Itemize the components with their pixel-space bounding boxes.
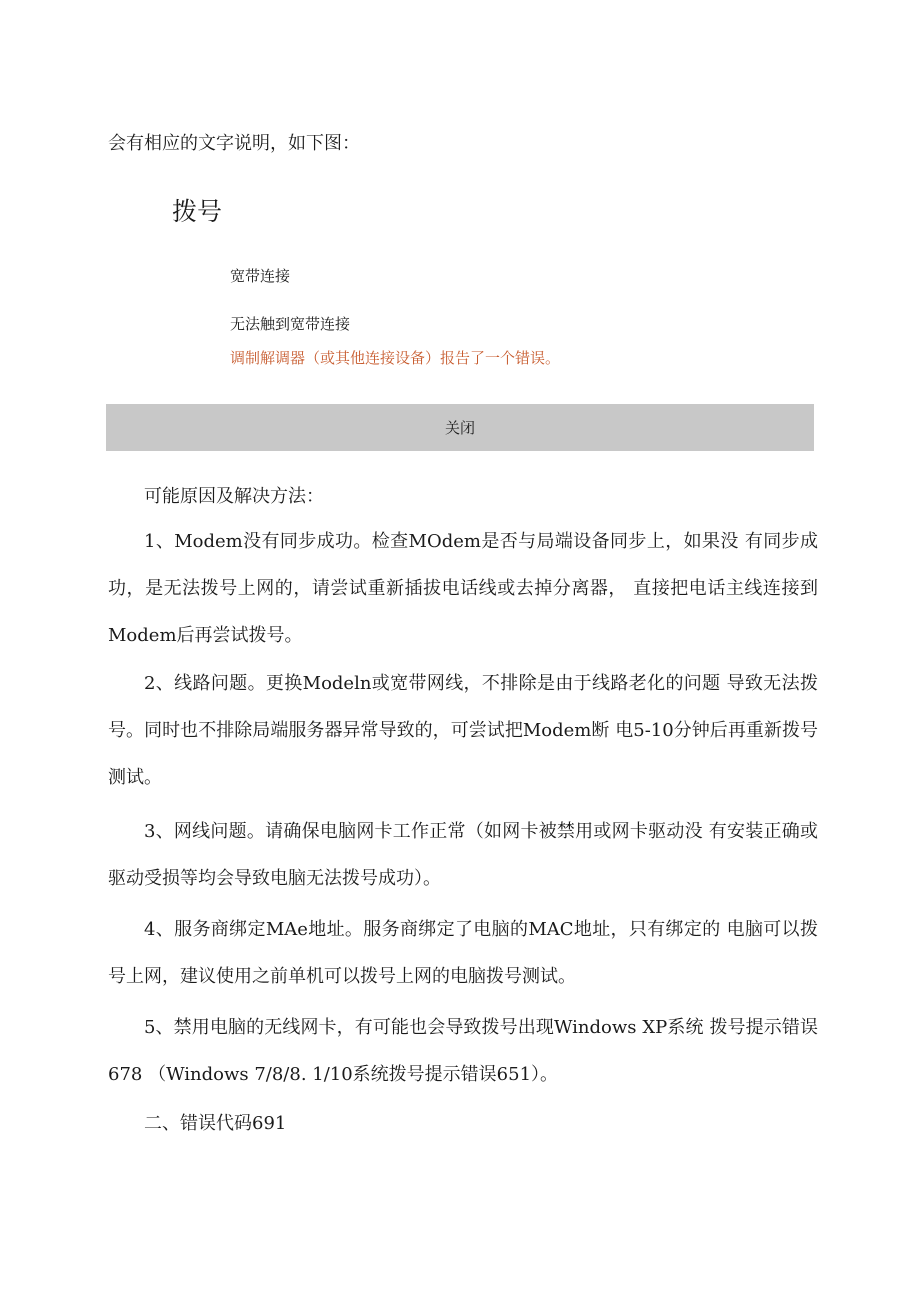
- section-heading-error-691: 二、错误代码691: [144, 1113, 287, 1134]
- cause-item-3: 3、网线问题。请确保电脑网卡工作正常（如网卡被禁用或网卡驱动没 有安装正确或驱动受损等均会导致电脑无法拨号成功）。: [108, 821, 818, 889]
- cause-heading: 可能原因及解决方法：: [144, 486, 324, 507]
- cause-item-5: 5、禁用电脑的无线网卡，有可能也会导致拨号出现Windows XP系统 拨号提示错误678 （Windows 7/8/8. 1/10系统拨号提示错误651）。: [108, 1017, 818, 1085]
- cause-item-1: 1、Modem没有同步成功。检查MOdem是否与局端设备同步上，如果没 有同步成功，是无法拨号上网的，请尝试重新插拔电话线或去掉分离器， 直接把电话主线连接到Modem后再尝试拨号。: [108, 531, 818, 646]
- error-message: 调制解调器（或其他连接设备）报告了一个错误。: [230, 349, 561, 367]
- cause-item-4: 4、服务商绑定MAe地址。服务商绑定了电脑的MAC地址，只有绑定的 电脑可以拨号上网，建议使用之前单机可以拨号上网的电脑拨号测试。: [108, 919, 818, 987]
- dialog-title: 拨号: [172, 197, 223, 226]
- intro-text: 会有相应的文字说明，如下图：: [108, 133, 360, 154]
- cause-item-2: 2、线路问题。更换Modeln或宽带网线，不排除是由于线路老化的问题 导致无法拨号。同时也不排除局端服务器异常导致的，可尝试把Modem断 电5-10分钟后再重新拨号测试。: [108, 673, 818, 788]
- close-button[interactable]: [106, 404, 814, 451]
- connection-name: 宽带连接: [230, 267, 291, 285]
- close-button-label: 关闭: [444, 419, 475, 437]
- connection-status: 无法触到宽带连接: [230, 315, 351, 333]
